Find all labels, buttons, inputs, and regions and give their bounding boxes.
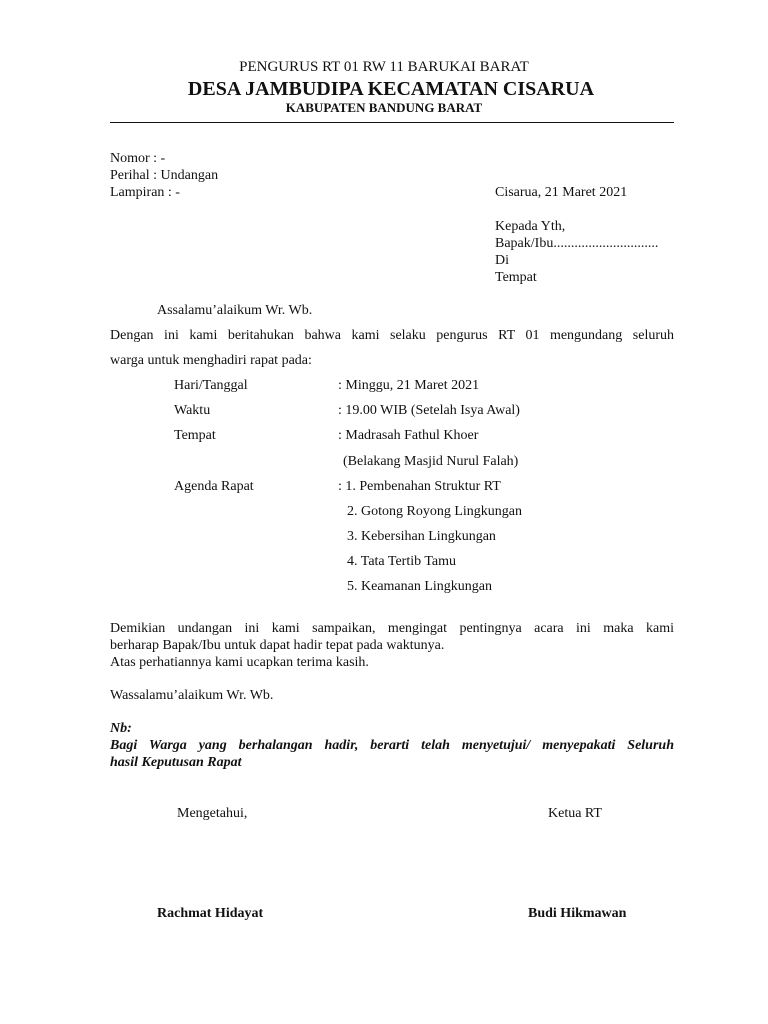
lampiran-line: Lampiran : - — [110, 185, 180, 200]
agenda-item: 2. Gotong Royong Lingkungan — [347, 504, 522, 519]
closing-line1: Demikian undangan ini kami sampaikan, mengingat pentingnya acara ini maka kami — [110, 621, 674, 636]
addressee-line2: Bapak/Ibu.............................. — [495, 236, 659, 251]
signature-left-title: Mengetahui, — [177, 806, 248, 821]
agenda-item: 5. Keamanan Lingkungan — [347, 579, 493, 594]
note-line2: hasil Keputusan Rapat — [110, 755, 242, 770]
waktu-value: : 19.00 WIB (Setelah Isya Awal) — [338, 403, 520, 418]
addressee-line3: Di — [495, 253, 509, 268]
letterhead-divider — [110, 122, 674, 123]
agenda-item: : 1. Pembenahan Struktur RT — [338, 479, 501, 494]
agenda-item: 4. Tata Tertib Tamu — [347, 554, 457, 569]
tempat-value-2: (Belakang Masjid Nurul Falah) — [343, 454, 519, 469]
farewell: Wassalamu’alaikum Wr. Wb. — [110, 688, 274, 703]
letterhead-line1: PENGURUS RT 01 RW 11 BARUKAI BARAT — [239, 59, 529, 75]
tempat-value: : Madrasah Fathul Khoer — [338, 428, 479, 443]
closing-line3: Atas perhatiannya kami ucapkan terima kasih. — [110, 655, 369, 670]
addressee-line1: Kepada Yth, — [495, 219, 566, 234]
nomor-line: Nomor : - — [110, 151, 166, 166]
note-label: Nb: — [110, 721, 132, 736]
hari-label: Hari/Tanggal — [174, 378, 248, 393]
intro-line1: Dengan ini kami beritahukan bahwa kami selaku pengurus RT 01 mengundang seluruh — [110, 328, 674, 343]
note-line1: Bagi Warga yang berhalangan hadir, berarti telah menyetujui/ menyepakati Seluruh — [110, 738, 674, 753]
place-date: Cisarua, 21 Maret 2021 — [495, 185, 628, 200]
agenda-item: 3. Kebersihan Lingkungan — [347, 529, 496, 544]
tempat-label: Tempat — [174, 428, 216, 443]
perihal-line: Perihal : Undangan — [110, 168, 219, 183]
signature-left-name: Rachmat Hidayat — [157, 906, 264, 921]
waktu-label: Waktu — [174, 403, 211, 418]
intro-line2: warga untuk menghadiri rapat pada: — [110, 353, 312, 368]
agenda-label: Agenda Rapat — [174, 479, 254, 494]
signature-right-name: Budi Hikmawan — [528, 906, 627, 921]
closing-line2: berharap Bapak/Ibu untuk dapat hadir tepat pada waktunya. — [110, 638, 445, 653]
signature-right-title: Ketua RT — [548, 806, 602, 821]
addressee-line4: Tempat — [495, 270, 537, 285]
greeting: Assalamu’alaikum Wr. Wb. — [157, 303, 313, 318]
letterhead-line3: KABUPATEN BANDUNG BARAT — [285, 100, 483, 115]
letterhead-line2: DESA JAMBUDIPA KECAMATAN CISARUA — [187, 78, 595, 100]
hari-value: : Minggu, 21 Maret 2021 — [338, 378, 480, 393]
